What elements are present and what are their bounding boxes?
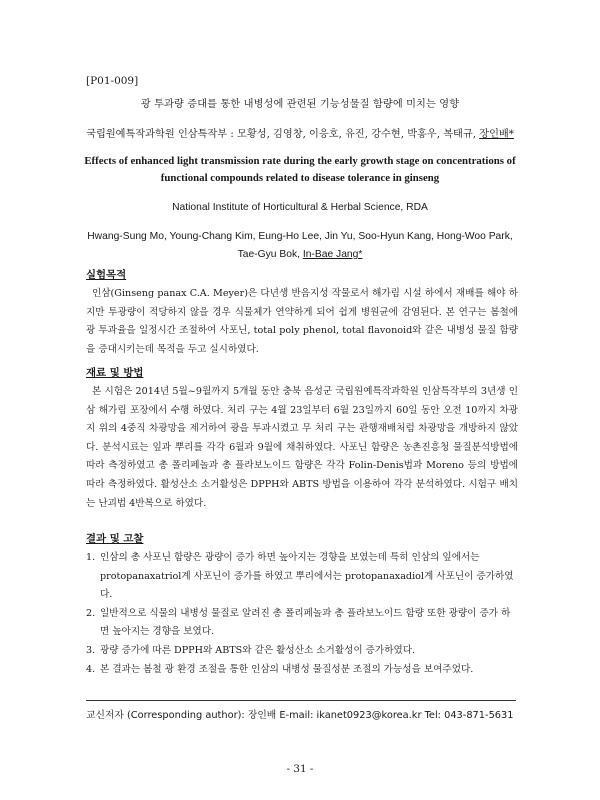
list-item [86,549,518,605]
institution: National Institute of Horticultural & Herbal Science, RDA [172,202,428,213]
section-paragraph: 본 시험은 2014년 5월~9월까지 5개월 동안 충북 음성군 국립원예특작과학원 인삼특작부의 3년생 인삼 해가림 포장에서 수행 하였다. 처리 구는 4월 23일부터 6월 23일까지 60일 동안 오전 10까지 차광지 위의 4중직 차광망을 제거하여 광을 투과시켰고 무 처리 구는 관행재배처럼 차광망을 개방하지 않았다. 분석시료는 잎과 뿌리를 각각 6월과 9월에 채취하였다. 사포닌 함량은 농촌진흥청 물질분석방법에 따라 측정하였고 총 폴리페놀과 총 플라보노이드 함량은 각각 Folin-Denis법과 Moreno 등의 방법에 따라 측정하였다. 활성산소 소거활성은 DPPH와 ABTS 방법을 이용하여 각각 분석하였다. 시험구 배치는 난괴법 4반복으로 하였다. [86,386,518,509]
results-list [86,549,518,679]
section-objective [86,266,518,359]
abstract-code: [P01-009] [86,75,139,87]
list-item-text: 일반적으로 식물의 내병성 물질로 알려진 총 폴리페놀과 총 플라보노이드 함량 또한 광량이 증가 하면 높아지는 경향을 보였다. [100,607,511,638]
english-title: Effects of enhanced light transmission rate during the early growth stage on concentrations of functional compounds related to disease tolerance in ginseng [84,155,516,184]
english-authors [80,228,520,264]
footer-divider [86,700,516,701]
list-item [86,661,518,680]
section-paragraph: 인삼(Ginseng panax C.A. Meyer)은 다년생 반음지성 작물로서 해가림 시설 하에서 재배를 해야 하지만 투광량이 적당하지 않을 경우 식물체가 연약하게 되어 쉽게 병원균에 감염된다. 본 연구는 봄철에 광 투과율을 일정시간 조절하여 사포닌, total poly phenol, total flavonoid와 같은 내병성 물질 함량을 증대시키는데 목적을 두고 실시하였다. [86,288,518,355]
list-item-text: 본 결과는 봄철 광 환경 조절을 통한 인삼의 내병성 물질성분 조절의 가능성을 보여주었다. [100,663,474,675]
list-item [86,642,518,661]
list-item-text: 광량 증가에 따른 DPPH와 ABTS와 같은 활성산소 소거활성이 증가하였다. [100,644,416,656]
list-item [86,605,518,642]
korean-title: 광 투과량 증대를 통한 내병성에 관련된 기능성물질 함량에 미치는 영향 [140,99,460,110]
korean-authors [0,125,600,140]
list-item-number: 3. [86,644,96,656]
list-item-text: 인삼의 총 사포닌 함량은 광량이 증가 하면 높아지는 경향을 보였는데 특히 인삼의 잎에서는 protopanaxatriol계 사포닌이 증가를 하였고 뿌리에서는 protopanaxadiol계 사포닌이 증가하였다. [100,552,514,601]
section-methods [86,364,518,513]
list-item-number: 2. [86,607,96,619]
section-heading: 실험목적 [86,269,127,281]
section-heading: 결과 및 고찰 [86,533,144,545]
page-number: - 31 - [286,763,314,775]
korean-corresponding-author: 장인배* [479,129,514,140]
section-heading: 재료 및 방법 [86,367,144,379]
section-results [86,530,518,679]
list-item-number: 4. [86,663,96,675]
english-corresponding-author: In-Bae Jang* [302,249,363,260]
list-item-number: 1. [86,552,96,563]
english-authors-list: Hwang-Sung Mo, Young-Chang Kim, Eung-Ho Lee, Jin Yu, Soo-Hyun Kang, Hong-Woo Park, Tae-Gyu Bok, [87,231,513,260]
corresponding-author-footer: 교신저자 (Corresponding author): 장인배 E-mail: ikanet0923@korea.kr Tel: 043-871-5631 [86,710,514,721]
korean-authors-list: 국립원예특작과학원 인삼특작부 : 모황성, 김영창, 이응호, 유진, 강수현, 박홍우, 복태규, [86,129,480,140]
